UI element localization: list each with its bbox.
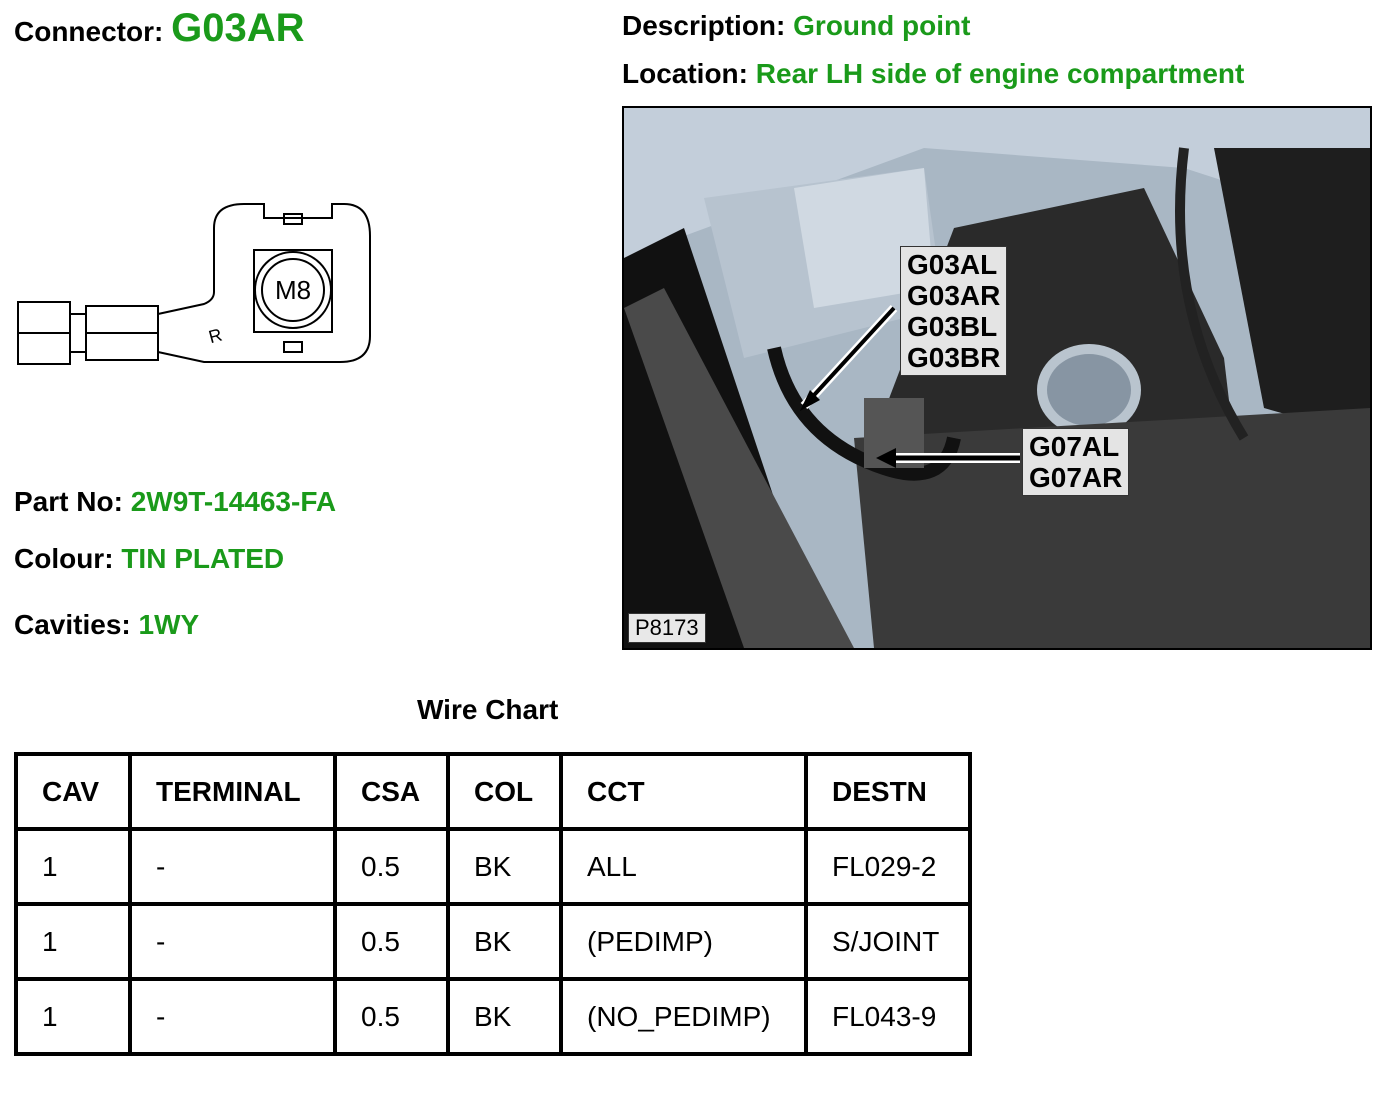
callout-label: G03BR	[907, 342, 1001, 373]
column-header-cav: CAV	[16, 754, 130, 829]
cell-cav: 1	[16, 829, 130, 904]
cavities-line	[14, 609, 199, 641]
column-header-cct: CCT	[561, 754, 806, 829]
cell-col: BK	[448, 904, 561, 979]
wire-chart-table	[14, 752, 972, 1056]
column-header-csa: CSA	[335, 754, 448, 829]
cell-terminal: -	[130, 979, 335, 1054]
connector-value: G03AR	[171, 6, 305, 50]
cell-csa: 0.5	[335, 979, 448, 1054]
cell-terminal: -	[130, 829, 335, 904]
cell-destn: FL029-2	[806, 829, 970, 904]
side-mark-label: R	[206, 324, 225, 348]
description-line	[622, 10, 970, 42]
ring-terminal-drawing	[14, 196, 384, 376]
callout-label: G03BL	[907, 311, 998, 342]
table-row	[16, 829, 970, 904]
table-row	[16, 979, 970, 1054]
cell-cct: (NO_PEDIMP)	[561, 979, 806, 1054]
description-label: Description:	[622, 10, 786, 41]
connector-label: Connector:	[14, 16, 164, 47]
location-label: Location:	[622, 58, 748, 89]
connector-line	[14, 6, 305, 51]
cell-terminal: -	[130, 904, 335, 979]
callout-label: G07AR	[1029, 462, 1123, 493]
location-value: Rear LH side of engine compartment	[755, 58, 1245, 89]
description-value: Ground point	[793, 10, 971, 41]
table-row	[16, 904, 970, 979]
photo-scene	[624, 108, 1370, 648]
callout-label: G07AL	[1029, 431, 1120, 462]
colour-label: Colour:	[14, 543, 114, 574]
location-line	[622, 58, 1244, 90]
callout-label: G03AR	[907, 280, 1001, 311]
cell-col: BK	[448, 979, 561, 1054]
callout-label: G03AL	[907, 249, 998, 280]
column-header-destn: DESTN	[806, 754, 970, 829]
colour-line	[14, 543, 284, 575]
cavities-label: Cavities:	[14, 609, 131, 640]
callout-g07-group	[1022, 428, 1129, 496]
wire-chart-title: Wire Chart	[417, 694, 559, 725]
cell-cav: 1	[16, 979, 130, 1054]
part-number-line	[14, 486, 336, 518]
cell-destn: FL043-9	[806, 979, 970, 1054]
part-number-label: Part No:	[14, 486, 123, 517]
cell-destn: S/JOINT	[806, 904, 970, 979]
part-number-value: 2W9T-14463-FA	[130, 486, 337, 517]
cavities-value: 1WY	[138, 609, 200, 640]
cell-cct: ALL	[561, 829, 806, 904]
cell-cct: (PEDIMP)	[561, 904, 806, 979]
cell-cav: 1	[16, 904, 130, 979]
stud-size-label: M8	[274, 275, 312, 305]
cell-csa: 0.5	[335, 829, 448, 904]
column-header-col: COL	[448, 754, 561, 829]
callout-g03-group	[900, 246, 1007, 376]
photo-reference-label: P8173	[628, 613, 706, 643]
cell-csa: 0.5	[335, 904, 448, 979]
colour-value: TIN PLATED	[121, 543, 285, 574]
cell-col: BK	[448, 829, 561, 904]
location-photo	[622, 106, 1372, 650]
table-header-row	[16, 754, 970, 829]
column-header-terminal: TERMINAL	[130, 754, 335, 829]
